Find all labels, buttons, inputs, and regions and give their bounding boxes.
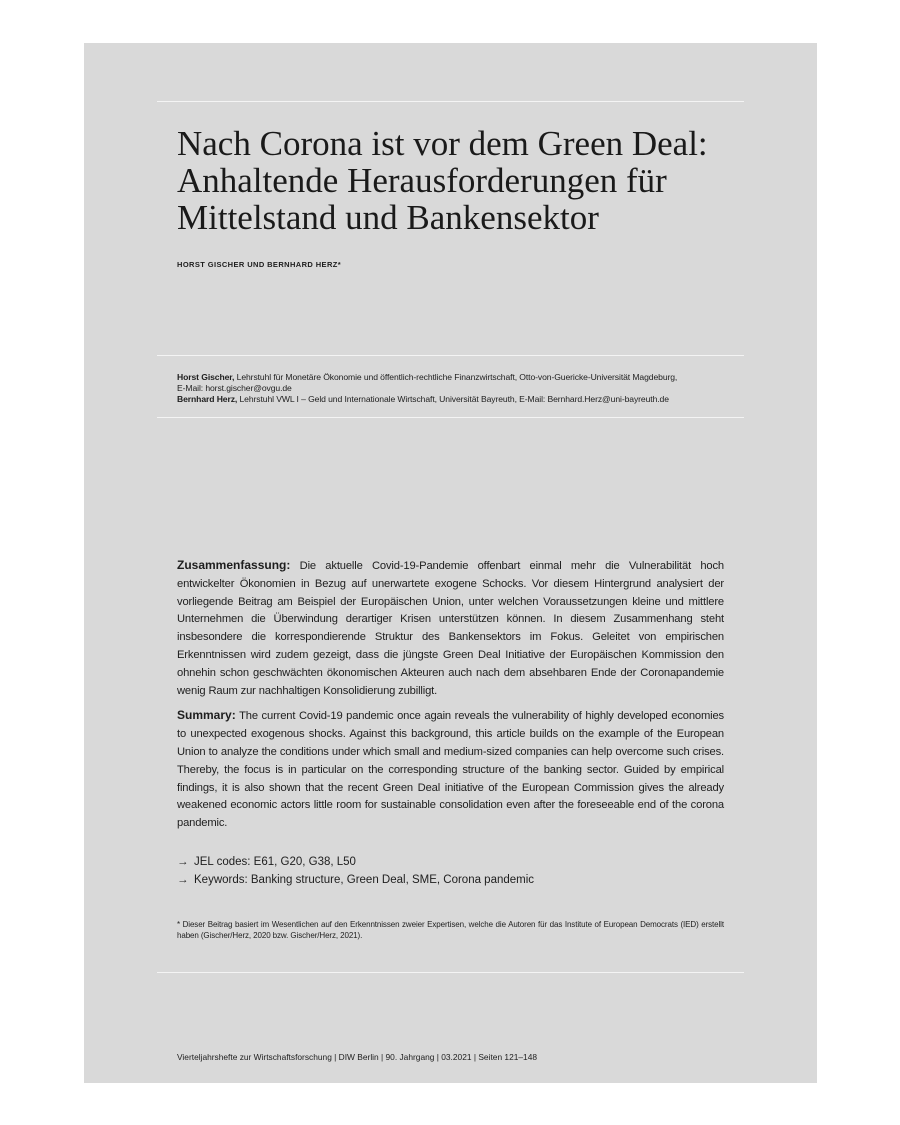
keywords-text: Keywords: Banking structure, Green Deal, SME, Corona pandemic bbox=[194, 874, 535, 886]
bottom-rule bbox=[157, 972, 744, 973]
abstract-english bbox=[177, 707, 724, 833]
title-line: Nach Corona ist vor dem Green Deal: bbox=[177, 124, 708, 163]
top-rule bbox=[157, 101, 744, 102]
arrow-right-icon: → bbox=[177, 856, 189, 868]
title-line: Anhaltende Herausforderungen für bbox=[177, 161, 667, 200]
affiliation-top-rule bbox=[157, 355, 744, 356]
abstract-label: Summary: bbox=[177, 708, 236, 723]
abstract-label: Zusammenfassung: bbox=[177, 558, 291, 572]
jel-codes bbox=[177, 853, 534, 871]
affiliation-text: Lehrstuhl VWL I – Geld und Internationale Wirtschaft, Universität Bayreuth, E-Mail: Bernhard.Herz@uni-bayreuth.de bbox=[237, 394, 669, 404]
affiliation-gischer bbox=[177, 372, 737, 383]
abstract-german bbox=[177, 557, 724, 700]
journal-footer: Vierteljahrshefte zur Wirtschaftsforschung | DIW Berlin | 90. Jahrgang | 03.2021 | Seiten 121–148 bbox=[177, 1052, 538, 1062]
affiliation-herz bbox=[177, 394, 737, 405]
abstracts bbox=[177, 557, 724, 840]
classification-codes bbox=[177, 853, 534, 889]
affiliation-gischer-email: E-Mail: horst.gischer@ovgu.de bbox=[177, 383, 292, 393]
author-line: HORST GISCHER UND BERNHARD HERZ* bbox=[177, 260, 342, 269]
jel-text: JEL codes: E61, G20, G38, L50 bbox=[194, 856, 356, 868]
affiliations bbox=[177, 372, 737, 405]
article-page bbox=[84, 43, 817, 1083]
author-name: Bernhard Herz, bbox=[177, 394, 238, 404]
title-line: Mittelstand und Bankensektor bbox=[177, 198, 599, 237]
keywords bbox=[177, 871, 534, 889]
abstract-text: The current Covid-19 pandemic once again reveals the vulnerability of highly developed economies to unexpected exogenous shocks. Against this background, this article builds on the example of the European Union to analyze the conditions under which small and medium-sized companies can help overcome such crises. Thereby, the focus is in particular on the corresponding structure of the banking sector. Guided by empirical findings, it is also shown that the recent Green Deal initiative of the European Commission gives the already weakened economic actors little room for sustainable consolidation even after the foreseeable end of the corona pandemic. bbox=[177, 710, 724, 830]
affiliation-bottom-rule bbox=[157, 417, 744, 418]
author-name: Horst Gischer, bbox=[177, 372, 235, 382]
abstract-text: Die aktuelle Covid-19-Pandemie offenbart einmal mehr die Vulnerabilität hoch entwickelter Ökonomien in Bezug auf unerwartete exogene Schocks. Vor diesem Hintergrund analysiert der vorliegende Beitrag am Beispiel der Europäischen Union, unter welchen Voraussetzungen kleine und mittlere Unternehmen die Überwindung derartiger Krisen unterstützen können. In diesem Zusammenhang steht insbesondere die korrespondierende Struktur des Bankensektors im Fokus. Geleitet von empirischen Erkenntnissen wird zudem gezeigt, dass die jüngste Green Deal Initiative der Europäischen Kommission den ohnehin schon geschwächten ökonomischen Akteuren auch nach dem absehbaren Ende der Coronapandemie wenig Raum zur nachhaltigen Konsolidierung zubilligt. bbox=[177, 560, 724, 697]
footnote: * Dieser Beitrag basiert im Wesentlichen auf den Erkenntnissen zweier Expertisen, welche die Autoren für das Institute of European Democrats (IED) erstellt haben (Gischer/Herz, 2020 bzw. Gischer/Herz, 2021). bbox=[177, 920, 724, 940]
article-title bbox=[177, 125, 737, 236]
arrow-right-icon: → bbox=[177, 874, 189, 886]
affiliation-text: Lehrstuhl für Monetäre Ökonomie und öffentlich-rechtliche Finanzwirtschaft, Otto-von-Guericke-Universität Magdeburg, bbox=[234, 372, 678, 382]
